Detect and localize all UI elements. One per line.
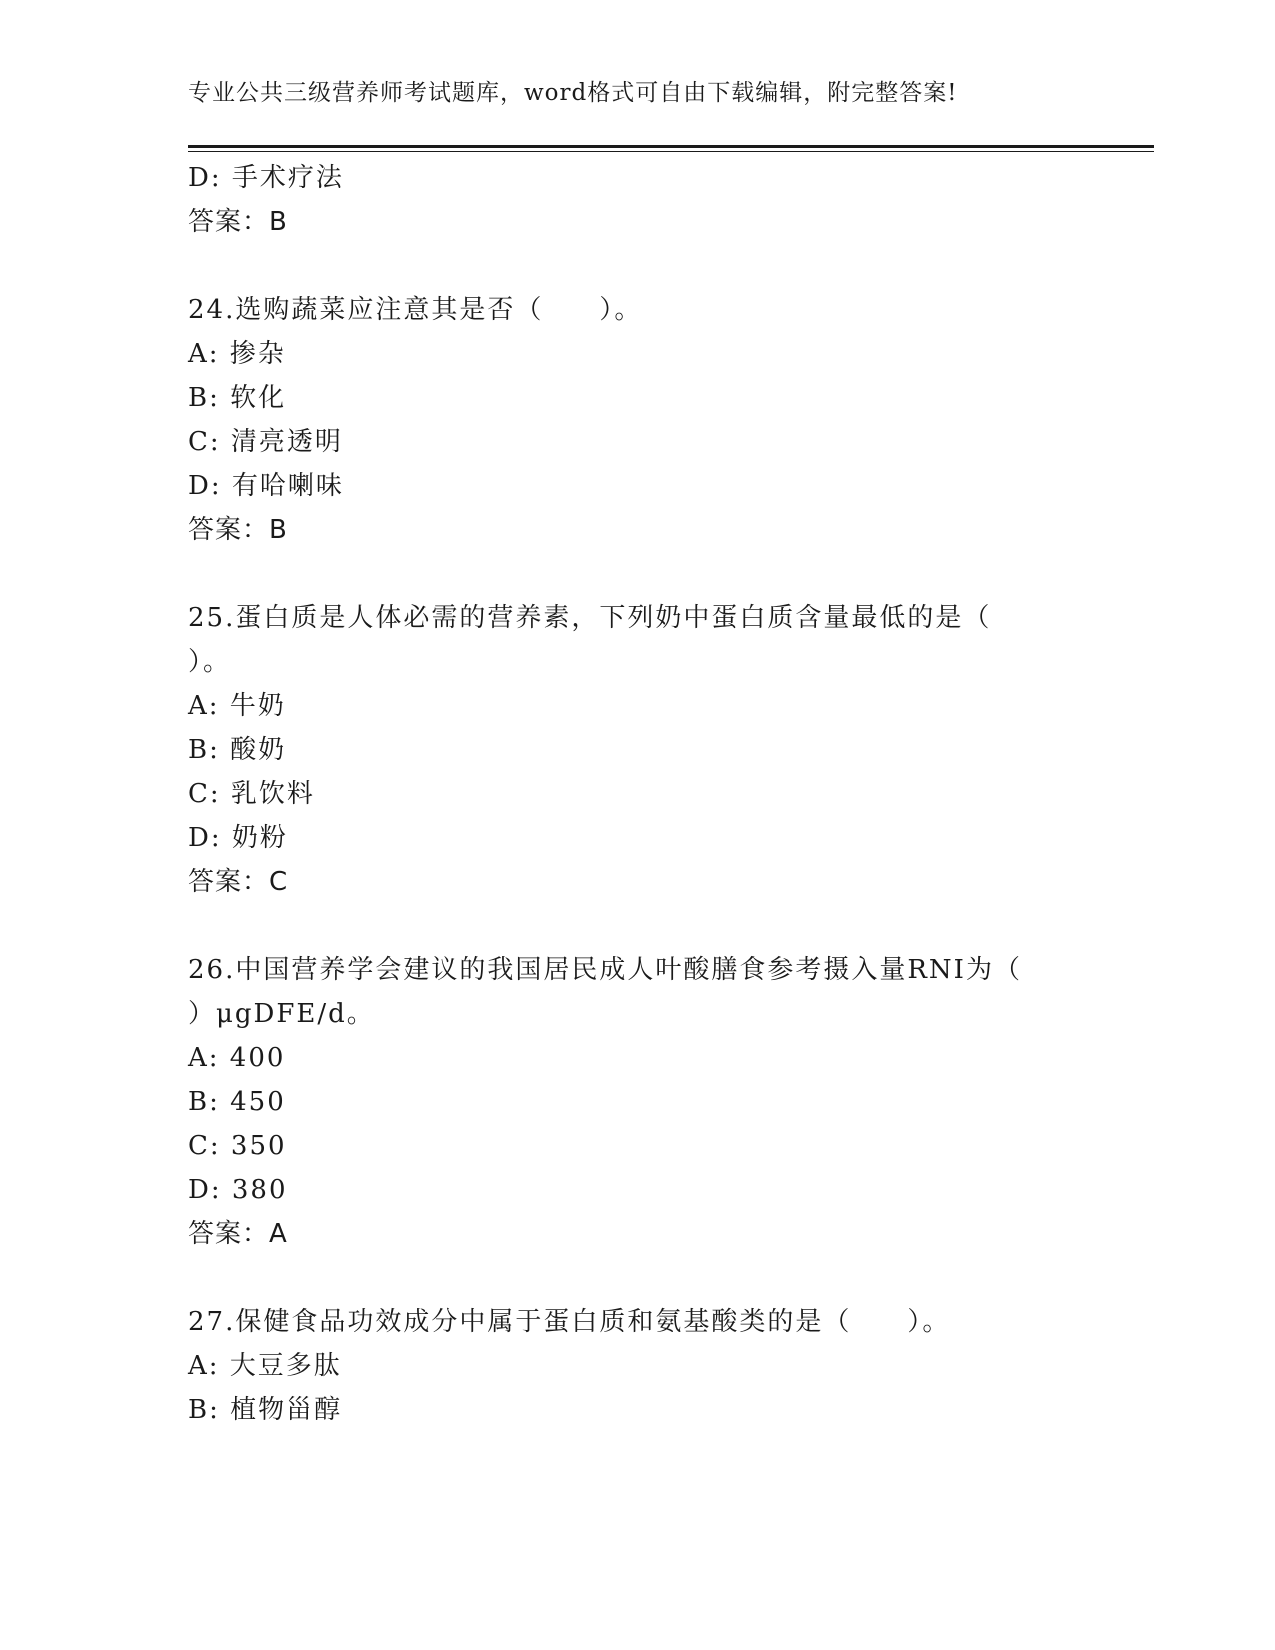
option-d-q25: D: 奶粉 [188, 823, 288, 853]
answer-q23: 答案：B [188, 207, 288, 237]
question-27: 27.保健食品功效成分中属于蛋白质和氨基酸类的是（ ）。 [188, 1307, 951, 1337]
option-d-q23: D: 手术疗法 [188, 163, 344, 193]
question-26-cont: ）μgDFE/d。 [188, 999, 375, 1029]
option-b-q27: B: 植物甾醇 [188, 1395, 343, 1425]
option-a-q24: A: 掺杂 [188, 339, 286, 369]
option-b-q26: B: 450 [188, 1087, 286, 1117]
question-25-cont: ）。 [188, 647, 232, 677]
question-25: 25.蛋白质是人体必需的营养素，下列奶中蛋白质含量最低的是（ [188, 603, 992, 633]
page-header: 专业公共三级营养师考试题库，word格式可自由下载编辑，附完整答案! [188, 80, 958, 106]
answer-q26: 答案：A [188, 1219, 288, 1249]
answer-q25: 答案：C [188, 867, 289, 897]
question-26: 26.中国营养学会建议的我国居民成人叶酸膳食参考摄入量RNI为（ [188, 955, 1022, 985]
question-24: 24.选购蔬菜应注意其是否（ ）。 [188, 295, 643, 325]
option-c-q25: C: 乳饮料 [188, 779, 315, 809]
option-a-q27: A: 大豆多肽 [188, 1351, 342, 1381]
option-c-q24: C: 清亮透明 [188, 427, 343, 457]
option-d-q26: D: 380 [188, 1175, 288, 1205]
option-b-q25: B: 酸奶 [188, 735, 287, 765]
option-b-q24: B: 软化 [188, 383, 287, 413]
option-a-q26: A: 400 [188, 1043, 286, 1073]
answer-q24: 答案：B [188, 515, 288, 545]
header-divider-thick [188, 145, 1154, 148]
option-d-q24: D: 有哈喇味 [188, 471, 344, 501]
option-c-q26: C: 350 [188, 1131, 287, 1161]
option-a-q25: A: 牛奶 [188, 691, 286, 721]
header-divider-thin [188, 151, 1154, 152]
